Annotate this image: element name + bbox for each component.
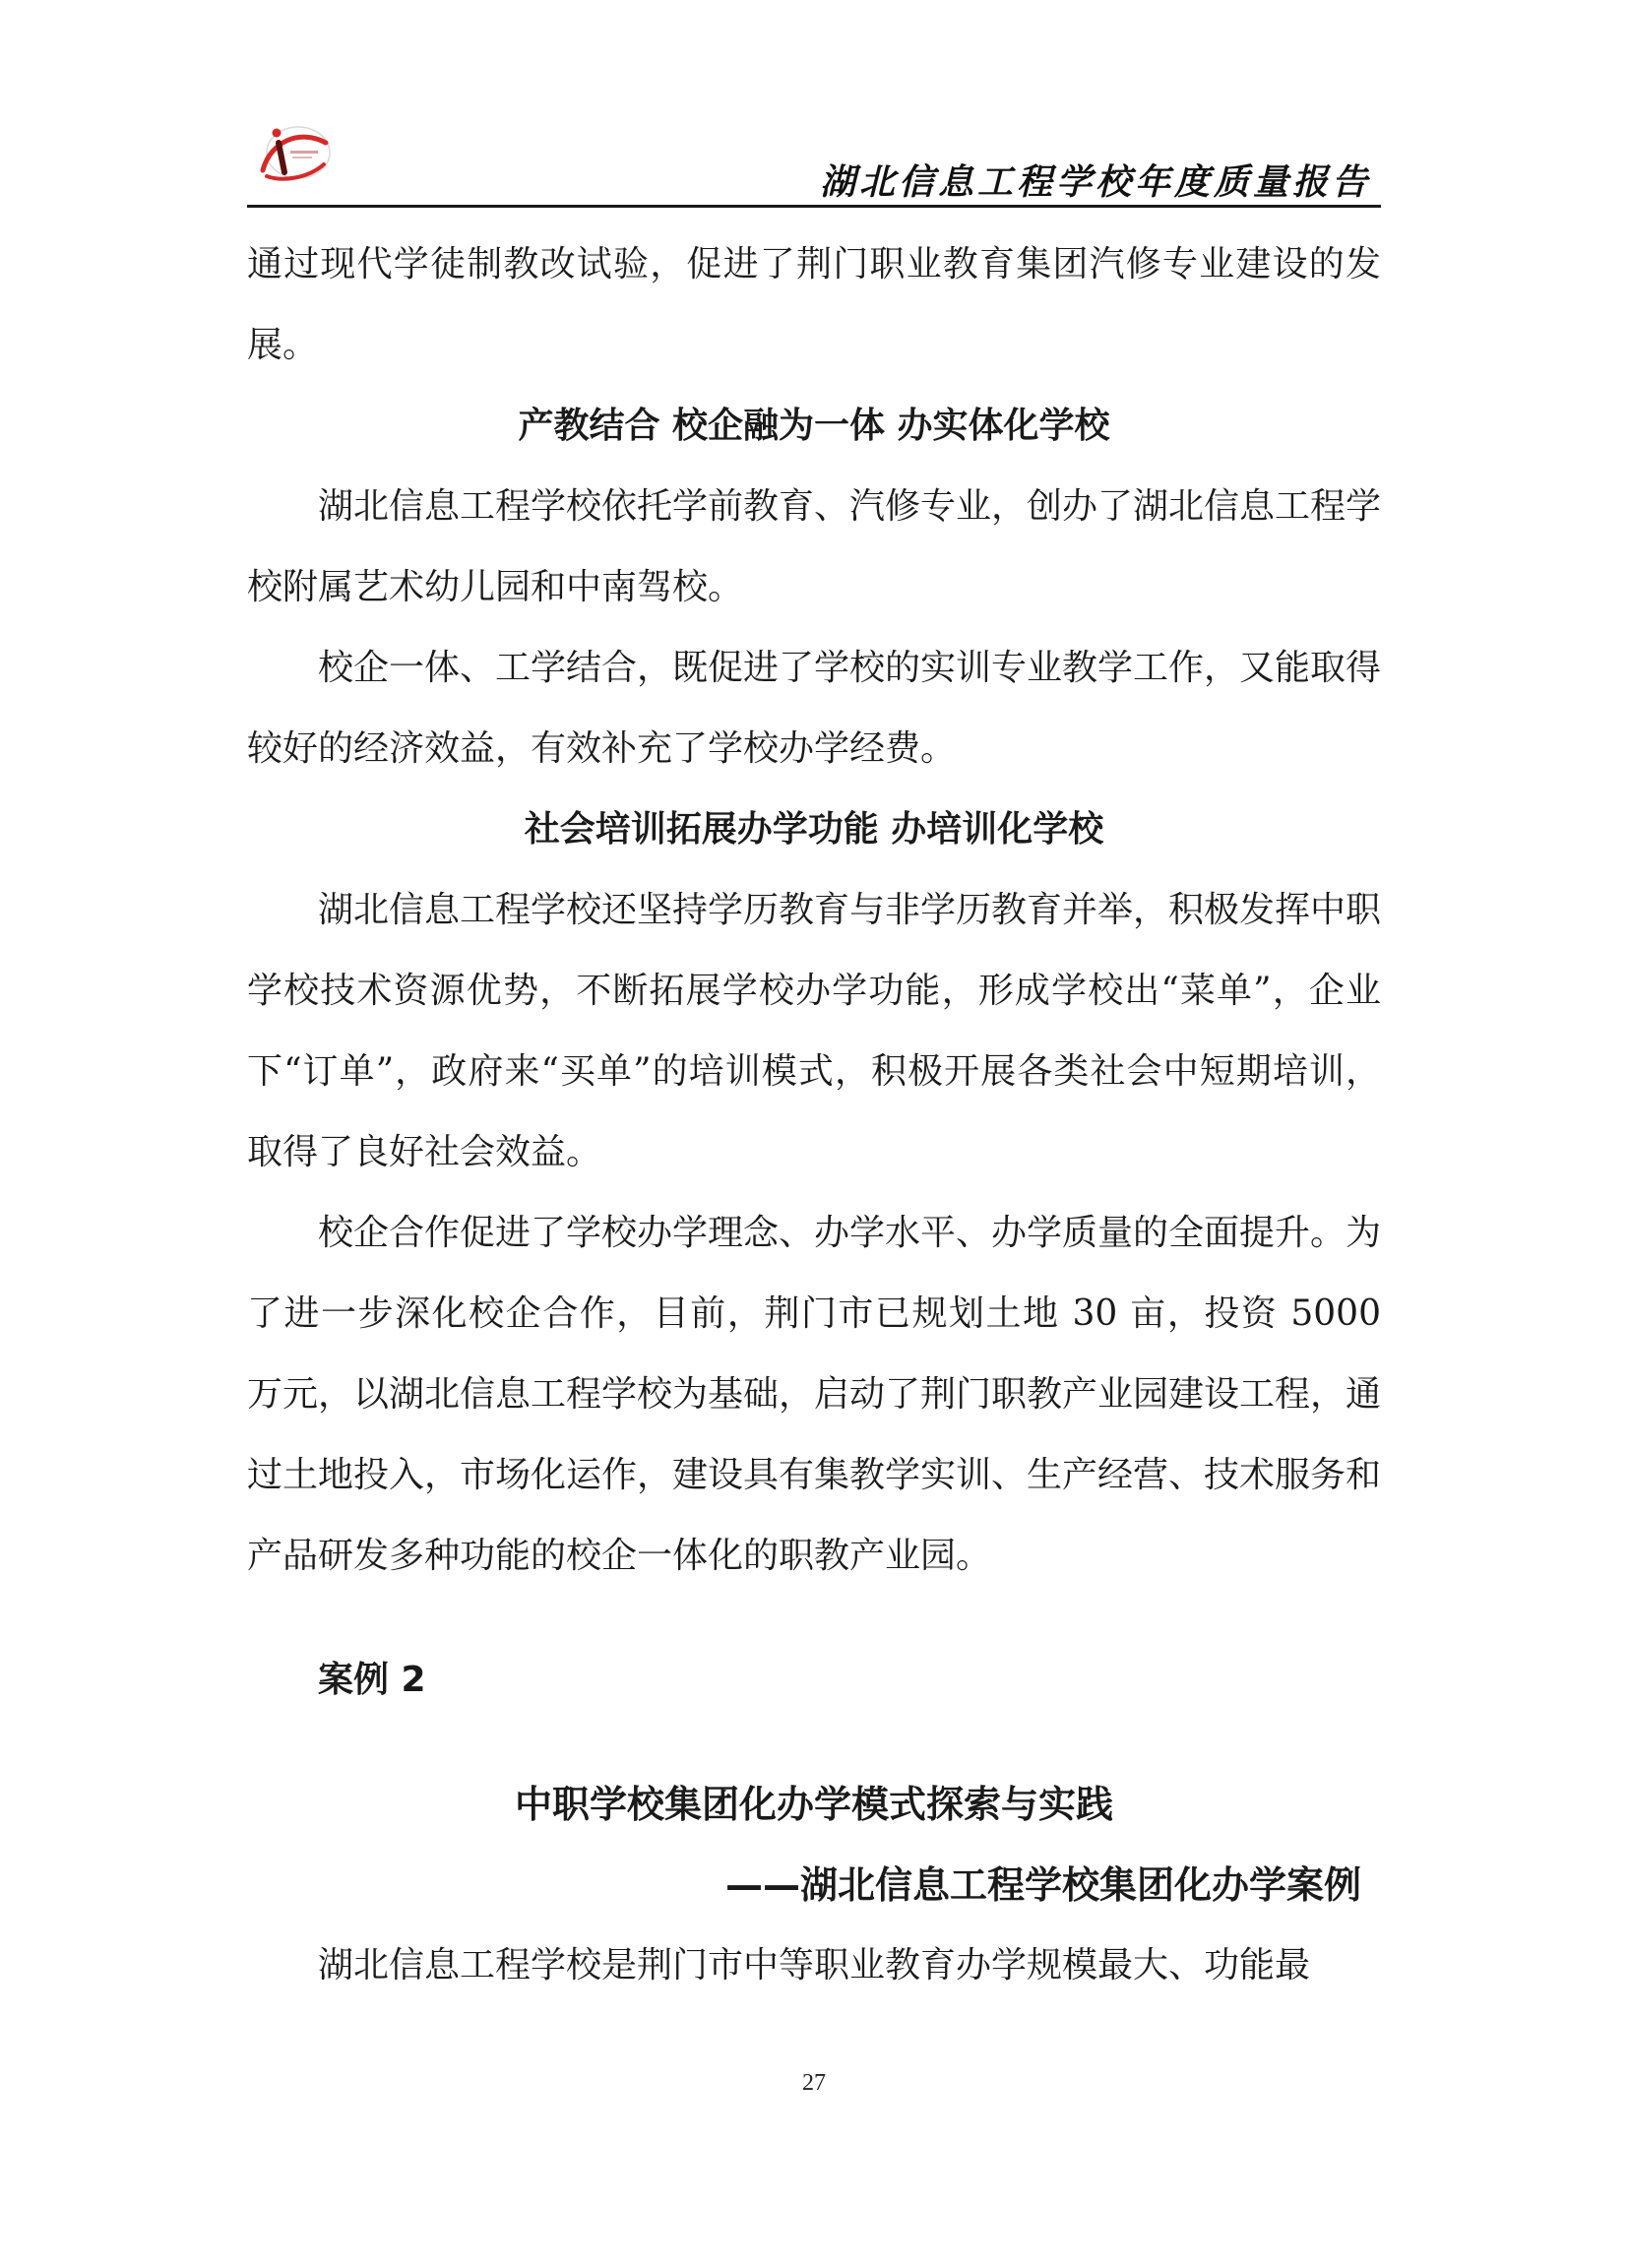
case-title: 中职学校集团化办学模式探索与实践 [514,1783,1113,1826]
paragraph: 湖北信息工程学校还坚持学历教育与非学历教育并举，积极发挥中职学校技术资源优势，不断拓展学校办学功能，形成学校出“菜单”，企业下“订单”，政府来“买单”的培训模式，积极开展各类社会中短期培训，取得了良好社会效益。 [247,890,1382,1172]
paragraph: 校企一体、工学结合，既促进了学校的实训专业教学工作，又能取得较好的经济效益，有效补充了学校办学经费。 [247,648,1382,769]
section-heading: 产教结合 校企融为一体 办实体化学校 [518,406,1110,446]
page-number: 27 [802,2070,826,2096]
paragraph: 通过现代学徒制教改试验，促进了荆门职业教育集团汽修专业建设的发展。 [247,244,1381,365]
page-header [247,113,1381,212]
school-logo-icon [249,113,334,190]
paragraph: 校企合作促进了学校办学理念、办学水平、办学质量的全面提升。为了进一步深化校企合作，目前，荆门市已规划土地 30 亩，投资 5000 万元，以湖北信息工程学校为基础，启动了荆门职教产业园建设工程，通过土地投入，市场化运作，建设具有集教学实训、生产经营、技术服务和产品研发多种功能的校企一体化的职教产业园。 [247,1213,1382,1576]
section-heading: 社会培训拓展办学功能 办培训化学校 [524,809,1104,850]
case-subtitle: ——湖北信息工程学校集团化办学案例 [724,1863,1361,1907]
report-title: 湖北信息工程学校年度质量报告 [819,162,1371,203]
document-body [247,224,1381,2006]
case-label: 案例 2 [318,1660,426,1700]
paragraph: 湖北信息工程学校是荆门市中等职业教育办学规模最大、功能最 [318,1945,1311,1985]
paragraph: 湖北信息工程学校依托学前教育、汽修专业，创办了湖北信息工程学校附属艺术幼儿园和中南驾校。 [247,486,1382,607]
header-divider [247,205,1381,208]
